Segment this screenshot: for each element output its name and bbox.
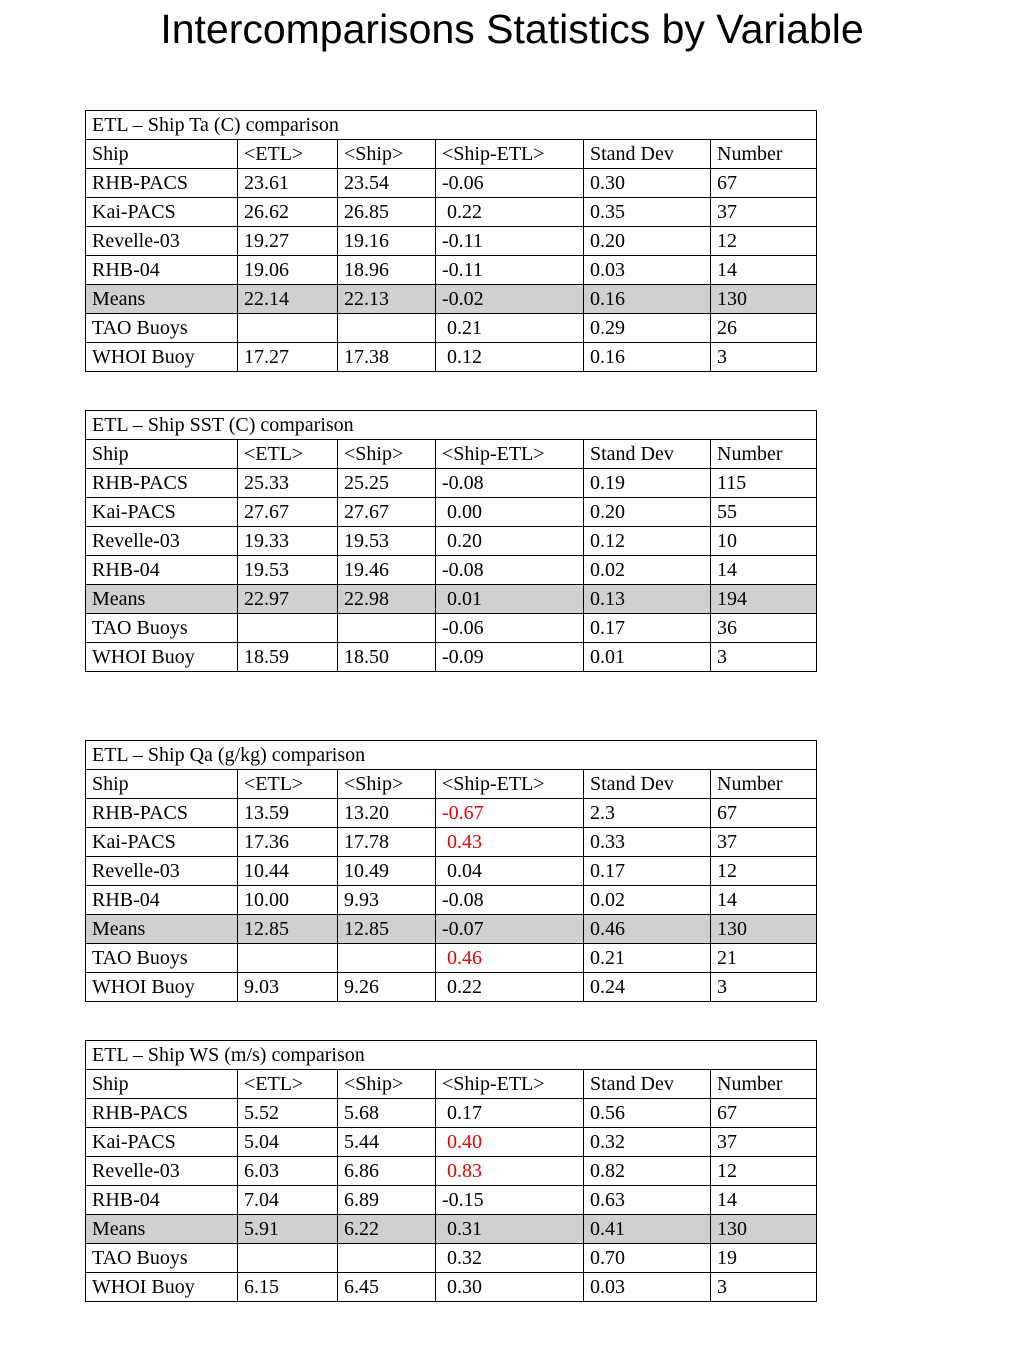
value-cell: 0.30: [584, 169, 711, 198]
value-cell: 67: [711, 799, 817, 828]
row-label-cell: Means: [86, 585, 238, 614]
table-title: ETL – Ship SST (C) comparison: [86, 411, 817, 440]
value-cell: 0.12: [436, 343, 584, 372]
value-cell: 19.46: [338, 556, 436, 585]
row-label-cell: WHOI Buoy: [86, 1273, 238, 1302]
value-cell: 25.25: [338, 469, 436, 498]
value-cell: [338, 1244, 436, 1273]
column-header: <Ship-ETL>: [436, 1070, 584, 1099]
value-cell: 22.97: [238, 585, 338, 614]
column-header: Ship: [86, 140, 238, 169]
value-cell: 10.49: [338, 857, 436, 886]
value-cell: 12: [711, 857, 817, 886]
column-header: Ship: [86, 770, 238, 799]
value-cell: 9.93: [338, 886, 436, 915]
value-cell: 0.22: [436, 973, 584, 1002]
value-cell: 130: [711, 915, 817, 944]
value-cell: 3: [711, 643, 817, 672]
value-cell: 0.16: [584, 285, 711, 314]
value-cell: 37: [711, 198, 817, 227]
value-cell: 27.67: [238, 498, 338, 527]
value-cell: 6.86: [338, 1157, 436, 1186]
value-cell: 0.13: [584, 585, 711, 614]
value-cell: 37: [711, 1128, 817, 1157]
table-row: [86, 799, 817, 828]
value-cell: 12.85: [238, 915, 338, 944]
value-cell: 67: [711, 169, 817, 198]
table-row: [86, 857, 817, 886]
value-cell: 23.61: [238, 169, 338, 198]
column-header: <Ship-ETL>: [436, 440, 584, 469]
table-ws-comparison: [85, 1040, 817, 1302]
column-header: Number: [711, 770, 817, 799]
value-cell: 12.85: [338, 915, 436, 944]
table-row: [86, 256, 817, 285]
table-title-row: [86, 111, 817, 140]
value-cell: 0.56: [584, 1099, 711, 1128]
value-cell: 5.68: [338, 1099, 436, 1128]
table-header-row: [86, 440, 817, 469]
value-cell: 0.41: [584, 1215, 711, 1244]
table-row: [86, 915, 817, 944]
table-qa-comparison: [85, 740, 817, 1002]
row-label-cell: Kai-PACS: [86, 1128, 238, 1157]
value-cell: 0.01: [436, 585, 584, 614]
table-row: [86, 498, 817, 527]
table-row: [86, 1099, 817, 1128]
value-cell: 23.54: [338, 169, 436, 198]
value-cell: -0.02: [436, 285, 584, 314]
row-label-cell: RHB-PACS: [86, 1099, 238, 1128]
column-header: Ship: [86, 440, 238, 469]
value-cell: 17.27: [238, 343, 338, 372]
row-label-cell: Kai-PACS: [86, 828, 238, 857]
value-cell: 0.17: [436, 1099, 584, 1128]
value-cell: 22.14: [238, 285, 338, 314]
row-label-cell: TAO Buoys: [86, 944, 238, 973]
value-cell: -0.09: [436, 643, 584, 672]
value-cell: 0.04: [436, 857, 584, 886]
value-cell: 19.27: [238, 227, 338, 256]
column-header: Ship: [86, 1070, 238, 1099]
value-cell: 27.67: [338, 498, 436, 527]
table-row: [86, 527, 817, 556]
row-label-cell: TAO Buoys: [86, 314, 238, 343]
value-cell: [338, 614, 436, 643]
row-label-cell: RHB-04: [86, 1186, 238, 1215]
value-cell: -0.06: [436, 614, 584, 643]
value-cell: -0.11: [436, 227, 584, 256]
value-cell: -0.08: [436, 886, 584, 915]
table-title: ETL – Ship Qa (g/kg) comparison: [86, 741, 817, 770]
value-cell: 13.59: [238, 799, 338, 828]
value-cell: 36: [711, 614, 817, 643]
value-cell: -0.08: [436, 469, 584, 498]
value-cell: 0.40: [436, 1128, 584, 1157]
value-cell: 6.03: [238, 1157, 338, 1186]
value-cell: [238, 614, 338, 643]
value-cell: 6.89: [338, 1186, 436, 1215]
value-cell: 0.70: [584, 1244, 711, 1273]
value-cell: 130: [711, 285, 817, 314]
value-cell: 0.35: [584, 198, 711, 227]
column-header: Number: [711, 1070, 817, 1099]
value-cell: 10.00: [238, 886, 338, 915]
value-cell: 0.02: [584, 556, 711, 585]
table-row: [86, 614, 817, 643]
value-cell: 5.91: [238, 1215, 338, 1244]
value-cell: 3: [711, 1273, 817, 1302]
column-header: <Ship-ETL>: [436, 770, 584, 799]
value-cell: 0.16: [584, 343, 711, 372]
value-cell: 26.85: [338, 198, 436, 227]
row-label-cell: Means: [86, 1215, 238, 1244]
table-title-row: [86, 1041, 817, 1070]
value-cell: 7.04: [238, 1186, 338, 1215]
table-title-row: [86, 741, 817, 770]
value-cell: -0.11: [436, 256, 584, 285]
value-cell: 0.63: [584, 1186, 711, 1215]
value-cell: 5.52: [238, 1099, 338, 1128]
value-cell: 17.38: [338, 343, 436, 372]
value-cell: 19.16: [338, 227, 436, 256]
column-header: Number: [711, 440, 817, 469]
value-cell: 14: [711, 1186, 817, 1215]
table-row: [86, 643, 817, 672]
value-cell: 0.22: [436, 198, 584, 227]
column-header: Stand Dev: [584, 770, 711, 799]
row-label-cell: TAO Buoys: [86, 614, 238, 643]
value-cell: 12: [711, 227, 817, 256]
column-header: <ETL>: [238, 140, 338, 169]
value-cell: 0.03: [584, 1273, 711, 1302]
value-cell: 18.96: [338, 256, 436, 285]
table-row: [86, 1186, 817, 1215]
table-row: [86, 828, 817, 857]
row-label-cell: Kai-PACS: [86, 498, 238, 527]
row-label-cell: Means: [86, 915, 238, 944]
value-cell: 19: [711, 1244, 817, 1273]
value-cell: 9.03: [238, 973, 338, 1002]
value-cell: 55: [711, 498, 817, 527]
table-row: [86, 1128, 817, 1157]
value-cell: 19.06: [238, 256, 338, 285]
value-cell: 21: [711, 944, 817, 973]
value-cell: -0.07: [436, 915, 584, 944]
table-row: [86, 556, 817, 585]
value-cell: 130: [711, 1215, 817, 1244]
value-cell: 22.98: [338, 585, 436, 614]
value-cell: 3: [711, 973, 817, 1002]
value-cell: 194: [711, 585, 817, 614]
value-cell: 0.20: [436, 527, 584, 556]
value-cell: 0.19: [584, 469, 711, 498]
table-header-row: [86, 770, 817, 799]
value-cell: 0.03: [584, 256, 711, 285]
row-label-cell: WHOI Buoy: [86, 643, 238, 672]
column-header: <ETL>: [238, 770, 338, 799]
value-cell: 0.33: [584, 828, 711, 857]
row-label-cell: RHB-PACS: [86, 799, 238, 828]
row-label-cell: RHB-PACS: [86, 169, 238, 198]
page-title: Intercomparisons Statistics by Variable: [160, 6, 864, 52]
table-row: [86, 469, 817, 498]
column-header: <Ship>: [338, 140, 436, 169]
table-ta-comparison: [85, 110, 817, 372]
value-cell: [338, 944, 436, 973]
value-cell: 13.20: [338, 799, 436, 828]
value-cell: [338, 314, 436, 343]
value-cell: -0.15: [436, 1186, 584, 1215]
value-cell: 14: [711, 256, 817, 285]
value-cell: 0.21: [584, 944, 711, 973]
value-cell: [238, 944, 338, 973]
table-sst-comparison: [85, 410, 817, 672]
table-header-row: [86, 140, 817, 169]
row-label-cell: Kai-PACS: [86, 198, 238, 227]
value-cell: 18.59: [238, 643, 338, 672]
row-label-cell: RHB-04: [86, 256, 238, 285]
value-cell: 0.02: [584, 886, 711, 915]
value-cell: 0.46: [584, 915, 711, 944]
value-cell: 0.20: [584, 498, 711, 527]
value-cell: 0.00: [436, 498, 584, 527]
value-cell: 0.43: [436, 828, 584, 857]
table-row: [86, 1157, 817, 1186]
value-cell: 19.53: [338, 527, 436, 556]
value-cell: 0.32: [584, 1128, 711, 1157]
value-cell: 25.33: [238, 469, 338, 498]
value-cell: 0.32: [436, 1244, 584, 1273]
value-cell: 0.82: [584, 1157, 711, 1186]
table-row: [86, 944, 817, 973]
value-cell: 9.26: [338, 973, 436, 1002]
value-cell: 6.45: [338, 1273, 436, 1302]
column-header: Stand Dev: [584, 140, 711, 169]
value-cell: 0.83: [436, 1157, 584, 1186]
table-row: [86, 973, 817, 1002]
value-cell: 12: [711, 1157, 817, 1186]
row-label-cell: RHB-04: [86, 556, 238, 585]
column-header: Number: [711, 140, 817, 169]
value-cell: 0.29: [584, 314, 711, 343]
row-label-cell: RHB-04: [86, 886, 238, 915]
value-cell: 17.78: [338, 828, 436, 857]
value-cell: [238, 314, 338, 343]
value-cell: -0.06: [436, 169, 584, 198]
table-row: [86, 886, 817, 915]
value-cell: 0.17: [584, 857, 711, 886]
table-row: [86, 314, 817, 343]
table-title: ETL – Ship Ta (C) comparison: [86, 111, 817, 140]
table-row: [86, 585, 817, 614]
value-cell: 5.04: [238, 1128, 338, 1157]
value-cell: 19.53: [238, 556, 338, 585]
value-cell: 14: [711, 556, 817, 585]
table-row: [86, 198, 817, 227]
row-label-cell: Means: [86, 285, 238, 314]
table-row: [86, 343, 817, 372]
value-cell: 67: [711, 1099, 817, 1128]
row-label-cell: WHOI Buoy: [86, 343, 238, 372]
row-label-cell: TAO Buoys: [86, 1244, 238, 1273]
value-cell: 0.17: [584, 614, 711, 643]
value-cell: 0.12: [584, 527, 711, 556]
value-cell: 0.20: [584, 227, 711, 256]
value-cell: 26: [711, 314, 817, 343]
value-cell: 10.44: [238, 857, 338, 886]
value-cell: -0.67: [436, 799, 584, 828]
value-cell: 19.33: [238, 527, 338, 556]
value-cell: 6.22: [338, 1215, 436, 1244]
row-label-cell: RHB-PACS: [86, 469, 238, 498]
column-header: <Ship>: [338, 1070, 436, 1099]
table-row: [86, 227, 817, 256]
value-cell: 0.21: [436, 314, 584, 343]
column-header: <Ship>: [338, 440, 436, 469]
column-header: <ETL>: [238, 440, 338, 469]
value-cell: 115: [711, 469, 817, 498]
table-row: [86, 1244, 817, 1273]
table-row: [86, 1215, 817, 1244]
value-cell: 0.31: [436, 1215, 584, 1244]
value-cell: 3: [711, 343, 817, 372]
value-cell: 37: [711, 828, 817, 857]
value-cell: 18.50: [338, 643, 436, 672]
column-header: <ETL>: [238, 1070, 338, 1099]
value-cell: 26.62: [238, 198, 338, 227]
value-cell: [238, 1244, 338, 1273]
column-header: <Ship-ETL>: [436, 140, 584, 169]
table-title-row: [86, 411, 817, 440]
value-cell: 6.15: [238, 1273, 338, 1302]
table-row: [86, 1273, 817, 1302]
value-cell: 14: [711, 886, 817, 915]
row-label-cell: Revelle-03: [86, 527, 238, 556]
value-cell: 2.3: [584, 799, 711, 828]
row-label-cell: Revelle-03: [86, 1157, 238, 1186]
value-cell: 0.24: [584, 973, 711, 1002]
value-cell: 10: [711, 527, 817, 556]
table-row: [86, 285, 817, 314]
value-cell: 0.01: [584, 643, 711, 672]
table-header-row: [86, 1070, 817, 1099]
column-header: Stand Dev: [584, 440, 711, 469]
column-header: <Ship>: [338, 770, 436, 799]
value-cell: 17.36: [238, 828, 338, 857]
table-title: ETL – Ship WS (m/s) comparison: [86, 1041, 817, 1070]
row-label-cell: Revelle-03: [86, 227, 238, 256]
value-cell: -0.08: [436, 556, 584, 585]
row-label-cell: WHOI Buoy: [86, 973, 238, 1002]
value-cell: 0.46: [436, 944, 584, 973]
row-label-cell: Revelle-03: [86, 857, 238, 886]
value-cell: 0.30: [436, 1273, 584, 1302]
value-cell: 22.13: [338, 285, 436, 314]
table-row: [86, 169, 817, 198]
column-header: Stand Dev: [584, 1070, 711, 1099]
value-cell: 5.44: [338, 1128, 436, 1157]
